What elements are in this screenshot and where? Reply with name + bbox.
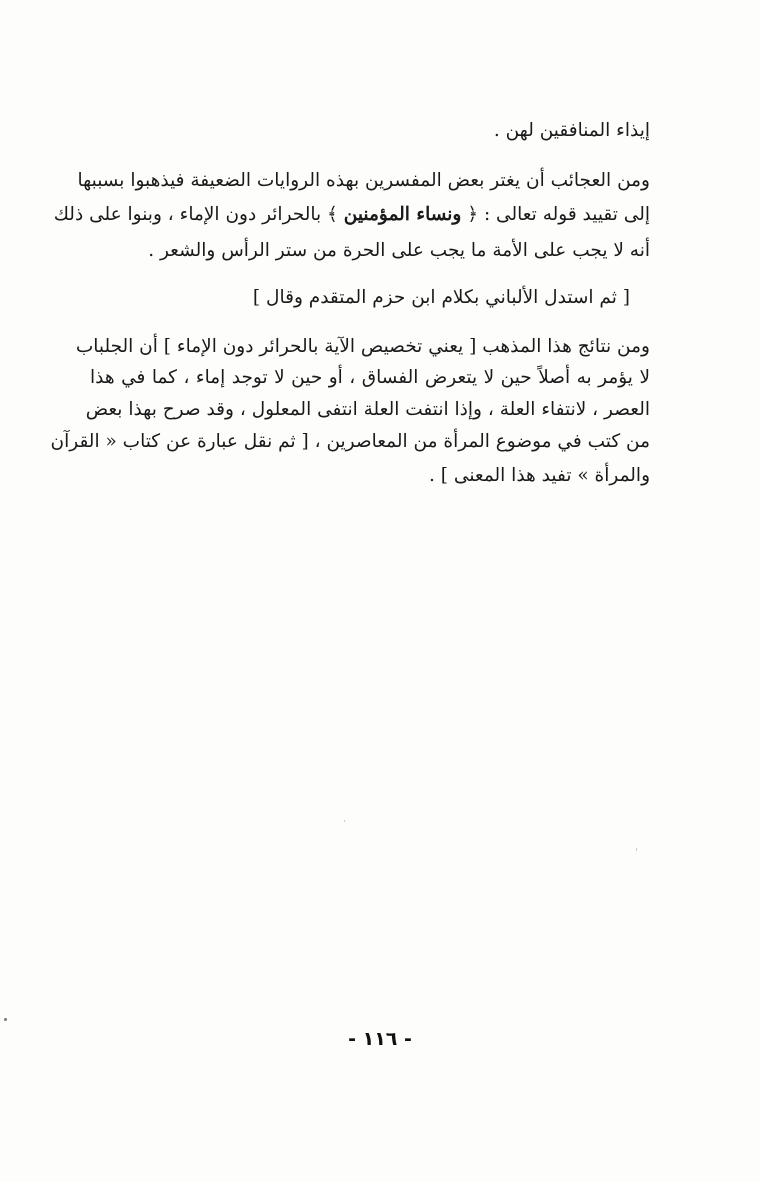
paragraph-2-line-1: [ ثم استدل الألباني بكلام ابن حزم المتقدم وقال ] bbox=[252, 287, 630, 308]
paragraph-3-line-1: ومن نتائج هذا المذهب [ يعني تخصيص الآية بالحرائر دون الإماء ] أن الجلباب bbox=[75, 336, 650, 357]
paragraph-1-line-3: أنه لا يجب على الأمة ما يجب على الحرة من ستر الرأس والشعر . bbox=[148, 240, 650, 261]
body-text bbox=[50, 0, 650, 520]
paragraph-0-line-1: إيذاء المنافقين لهن . bbox=[493, 120, 650, 141]
scan-speck bbox=[4, 1018, 7, 1021]
quran-quote: ونساء المؤمنين bbox=[343, 204, 462, 225]
page-number: - ١١٦ - bbox=[348, 1028, 412, 1050]
paragraph-1-line-2-end: ﴾ بالحرائر دون الإماء ، وبنوا على ذلك bbox=[53, 204, 338, 225]
paragraph-1-line-2 bbox=[53, 204, 650, 225]
scan-speck bbox=[636, 848, 637, 851]
paragraph-3-line-4: من كتب في موضوع المرأة من المعاصرين ، [ ثم نقل عبارة عن كتاب « القرآن bbox=[50, 431, 650, 452]
paragraph-1-line-2-start: إلى تقييد قوله تعالى : ﴿ bbox=[467, 204, 650, 225]
paragraph-3-line-5: والمرأة » تفيد هذا المعنى ] . bbox=[429, 465, 650, 486]
paragraph-3-line-3: العصر ، لانتفاء العلة ، وإذا انتفت العلة انتفى المعلول ، وقد صرح بهذا بعض bbox=[85, 399, 650, 420]
paragraph-3-line-2: لا يؤمر به أصلاً حين لا يتعرض الفساق ، أو حين لا توجد إماء ، كما في هذا bbox=[90, 367, 650, 388]
scan-speck bbox=[344, 820, 345, 822]
paragraph-1-line-1: ومن العجائب أن يغتر بعض المفسرين بهذه الروايات الضعيفة فيذهبوا بسببها bbox=[77, 170, 650, 191]
